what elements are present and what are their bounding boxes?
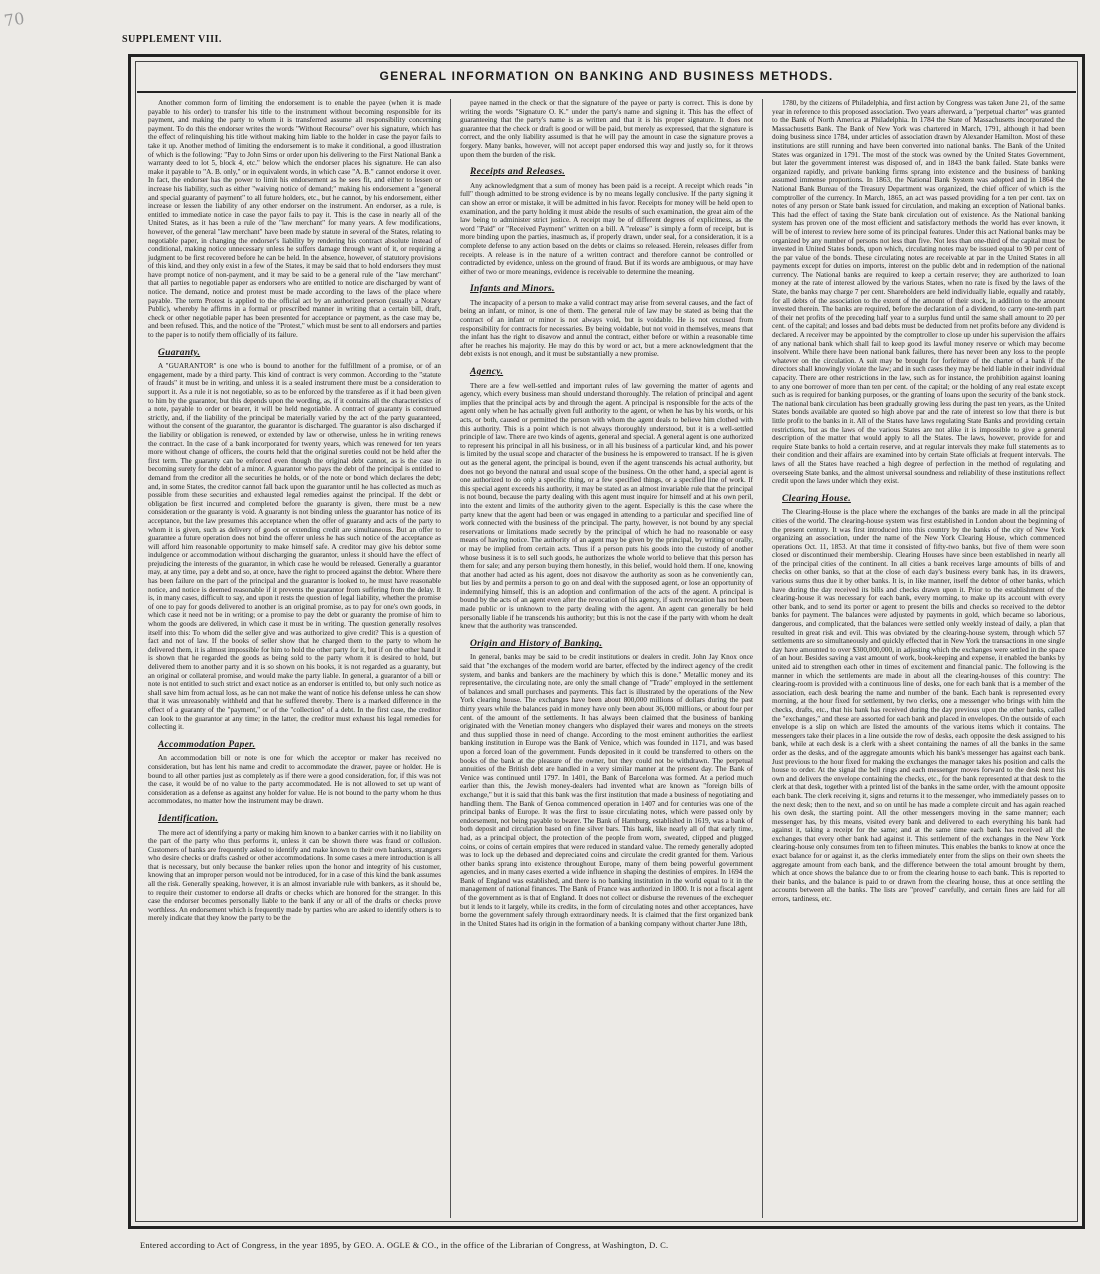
- text-columns: [139, 99, 1074, 1218]
- column-left: [139, 99, 450, 1218]
- section-heading: Identification.: [158, 813, 219, 824]
- section-paragraph: The mere act of identifying a party or making him known to a banker carries with it no liability on the part of the party who thus performs it, unless it can be shown there was fraud or collusion. Customers of banks are frequently asked to identify and make known to their own bankers, strangers who desire checks or drafts cashed or other accommodations. In some cases a mere introduction is all that is necessary, but only because the banker relies upon the honor and integrity of his customer, knowing that an improper person would not be introduced, for in a case of this kind the bank assumes all the risk. Generally speaking, however, it is an almost invariable rule with bankers, as it should be, to require their customer to endorse all drafts or checks which are honored for the stranger. In this case the endorser becomes personally liable to the bank if any or all of the drafts or checks prove worthless. An endorsement which is frequently made by parties who are asked to identify others is to merely indicate that they know the party to be the: [148, 828, 441, 923]
- column-right: [762, 99, 1074, 1218]
- section-heading: Guaranty.: [158, 347, 201, 358]
- supplement-label: SUPPLEMENT VIII.: [122, 34, 222, 45]
- pencil-note: 70: [2, 8, 26, 31]
- section-paragraph: 1780, by the citizens of Philadelphia, and first action by Congress was taken June 21, of the same year in reference to this proposed association. Two years afterward, a "perpetual charter" was granted to the Bank of North America at Philadelphia. In 1784 the State of Massachusetts incorporated the Massachusetts Bank. The Bank of New York was chartered in March, 1791, although it had been doing business since 1784, under articles of association drawn by Alexander Hamilton. Most of these institutions are still running and have been converted into national banks. The Bank of the United States was organized in 1791. The most of the stock was owned by the United States Government, but later the government interest was disposed of, and in 1843 the bank failed. State banks were organized rapidly, and private banking firms sprang into existence and the business of banking assumed immense proportions. In 1863, the National Bank System was adopted and in 1864 the National Bank Bureau of the Treasury Department was organized, the chief officer of which is the comptroller of the currency. In March, 1865, an act was passed providing for a ten per cent. tax on notes of any person or State bank issued for circulation, and making an exception of National banks. This had the effect of taxing the State bank circulation out of existence. As the National banking system has proven one of the most efficient and satisfactory methods the world has ever known, it will be of interest to review here some of its principal features. Under this act National banks may be organized by any number of persons not less than five. Not less than one-third of the capital must be invested in United States bonds, upon which, circulating notes may be issued equal to 90 per cent of the par value of the bonds. These circulating notes are receivable at par in the United States in all payments except for duties on imports, interest on the public debt and in redemption of the national currency. The National banks are required to keep a certain reserve; they are authorized to loan money at the rate of interest allowed by the various States, when no rate is fixed by the laws of the State, the banks may charge 7 per cent. Shareholders are held individually liable, equally and ratably, for all debts of the association to the extent of the amount of their stock, in addition to the amount invested therein. The banks are required, before the declaration of a dividend, to carry one-tenth part of their net profits of the preceding half year to a surplus fund until the same shall amount to 20 per cent. of the capital; and losses and bad debts must be deducted from net profits before any dividend is declared. A receiver may be appointed by the comptroller to close up under his supervision the affairs of any national bank which shall fail to keep good its lawful money reserve or which may become insolvent. While there have been national bank failures, there has never been any loss to the people whatever on the circulation. A suit may be brought for forfeiture of the charter of a bank if the directors shall knowingly violate the law; and in such cases they may be held liable in their individual capacity. There are other restrictions in the law, such as for instance, the prohibition against loaning to any one borrower of more than ten per cent. of the capital; or the holding of any real estate except such as is required for banking purposes, or the granting of loans upon the security of the bank stock. The national bank circulation has been gradually growing less during the past ten years, as the United States bonds available are quoted so high above par and the rate of interest so low that there is but little profit to the banks in it. All of the States have laws regulating State Banks and providing certain restrictions, but as the laws of the various States are not alike it is impossible to give a general description of the matter that would apply to all the States. The laws, however, provide for and require State banks to hold a certain reserve, and at regular intervals they make full statements as to their condition and their affairs are examined into by certain State officials at frequent intervals. The laws of all the States have reached a high degree of perfection in the method of regulating and overseeing State banks, and the almost universal soundness and reliability of these institutions reflect credit upon the laws under which they exist.: [772, 99, 1065, 486]
- section-heading: Receipts and Releases.: [470, 167, 565, 178]
- page-frame: [128, 54, 1085, 1229]
- section-paragraph: A "GUARANTOR" is one who is bound to another for the fulfillment of a promise, or of an engagement, made by a third party. This kind of contract is very common. According to the "statute of frauds" it must be in writing, and unless it is a sealed instrument there must be a consideration to support it. As a rule it is not negotiable, so as to be enforced by the transferee as if it had been given to him by the guarantor, but this depends upon the wording, as, if it contains all the characteristics of a note, payable to order or bearer, it will be held negotiable. A contract of guaranty is construed strictly, and, if the liability of the principal be materially varied by the act of the party guaranteed, without the consent of the guarantor, the guarantor is discharged. The guarantor is also discharged if the liability or obligation is renewed, or extended by law or otherwise, unless he in writing renews the contract. In the case of a bank incorporated for twenty years, which was renewed for ten years more without change of officers, the courts held that the original sureties could not be held after the first term. The guaranty can be enforced even though the original debt cannot, as is the case in becoming surety for the debt of a minor. A guarantor who pays the debt of the principal is entitled to demand from the creditor all the securities he holds, or of the note or bond which declares the debt; and, in some States, the creditor cannot fall back upon the guarantor until he has collected as much as possible from these securities and exhausted legal remedies against the principal. If the debt or obligation be first incurred and completed before the guaranty is given, there must be a new consideration or the guaranty is void. A guaranty is not binding unless the guarantor has notice of its acceptance, but the law presumes this acceptance when the offer of guaranty and acts of the party to whom it is given, such as delivery of goods or extending credit are simultaneous. But an offer to guarantee a future operation does not bind the offerer unless he has such notice of the acceptance as will afford him reasonable opportunity to make himself safe. A creditor may give his debtor some indulgence or accommodation without discharging the guarantor, unless it should have the effect of prejudicing the interests of the guarantor, in which case he would be released. Generally a guarantor may, at any time, pay a debt and so, at once, have the right to proceed against the debtor. Where there has been failure on the part of the principal and the guarantor is looked to, he must have reasonable notice, and notice is deemed reasonable if it prevents the guarantor from suffering from the delay. It is, in many cases, difficult to say, and upon it rests the question of legal liability, whether the promise of one to pay for goods delivered to another is an original promise, as to pay for one's own goods, in which case it need not be in writing; or a promise to pay the debt or guaranty the promise of him to whom the goods are delivered, in which case it must be in writing. The question generally resolves itself into this: To whom did the seller give and was authorized to give credit? This is a question of fact and not of law. If the books of seller show that he charged them to the party to whom he delivered them, it is almost impossible for him to hold the other party for it, but if on the other hand it is shown that he regarded the goods as being sold to the party whom it is desired to hold, but delivered them to another party and it is so shown on his books, it is not regarded as a guaranty, but an original or collateral promise, and would make the party liable. In general, a guarantor of a bill or note is not entitled to such strict and exact notice as an endorser is entitled to, but only such notice as shall save him from actual loss, as he can not make the want of notice his defense unless he can show that it was unreasonably withheld and that he suffered thereby. There is a marked difference in the effect of a guaranty of the "payment," or of the "collection" of a debt. In the first case, the creditor can look to the guarantor at any time; in the latter, the creditor must exhaust his legal remedies for collecting it.: [148, 362, 441, 732]
- section-paragraph: An accommodation bill or note is one for which the acceptor or maker has received no consideration, but has lent his name and credit to accommodate the drawer, payee or holder. He is bound to all other parties just as completely as if there were a good consideration, for, if this was not the case, it would be of no value to the party accommodated. He is not allowed to set up want of consideration as a defense as against any holder for value. He is not bound to the party whom he thus accommodates, no matter how the instrument may be drawn.: [148, 754, 441, 806]
- section-paragraph: Another common form of limiting the endorsement is to enable the payee (when it is made payable to his order) to transfer his title to the instrument without becoming responsible for its payment, and making the party to whom it is transferred assume all responsibility concerning payment. To do this the endorser writes the words "Without Recourse" over his signature, which has the effect of relinquishing his title without making him liable to the holder in case the payor fails to take it up. Another method of limiting the endorsement is to make it conditional, a good illustration of which is the following: "Pay to John Sims or order upon his delivering to the First National Bank a warranty deed to lot 5, block 4, etc." below which the endorser places his signature. He can also make it payable to "A. B. only," or in equivalent words, in which case "A. B." cannot endorse it over. In fact, the endorser has the power to limit his endorsement as he sees fit, and either to lessen or increase his liability, such as either "waiving notice of demand;" making his endorsement a "general and special guaranty of payment" to all future holders, etc., but he cannot, by his endorsement, either increase or lessen the liability of any other endorser on the instrument. An endorser, as a rule, is entitled to immediate notice in case the payor fails to pay it. This is the case in nearly all of the United States, as it has been a rule of the "law merchant" for many years. A few modifications, however, of the general "law merchant" have been made by statute in several of the States, relating to negotiable paper, in changing the endorser's liability by rendering his contract absolute instead of conditional, making notice unnecessary unless he suffers damage through want of it, or requiring a judgment to be first recovered before he can be held. In the absence, however, of statutory provisions of this kind, and they only exist in a few of the States, it may be said that to hold endorsers they must have prompt notice of non-payment, and it may be said to be a general rule of the "law merchant" that all parties to negotiable paper as endorsers who are entitled to notice are discharged by want of notice. The demand, notice and protest must be made according to the laws of the place where payable. The term Protest is applied to the official act by an authorized person (usually a Notary Public), whereby he affirms in a formal or prescribed manner in writing that a certain bill, draft, check or other negotiable paper has been presented for acceptance or payment, as the case may be, and been refused. This, and the notice of the "Protest," which must be sent to all endorsers and parties to the paper is to notify them officially of its failure.: [148, 99, 441, 340]
- section-heading: Agency.: [470, 367, 504, 378]
- section-heading: Accommodation Paper.: [158, 739, 256, 750]
- column-middle: [450, 99, 762, 1218]
- section-paragraph: There are a few well-settled and important rules of law governing the matter of agents and agency, which every business man should understand thoroughly. The relation of principal and agent implies that the principal acts by and through the agent. A principal is responsible for the acts of the agent only when he has actually given full authority to the agent, or when he has by his words, or his acts, or both, caused or permitted the person with whom the agent deals to believe him clothed with this authority. This is a point which is not always thoroughly understood, but it is a well-settled principle of law. There are two kinds of agents, general and special. A general agent is one authorized to represent his principal in all his business, or in all his business of a particular kind, and his power is limited by the usual scope and character of the business he is empowered to transact. If he is given out as the general agent, the principal is bound, even if the agent transcends his actual authority, but does not go beyond the natural and usual scope of the business. On the other hand, a special agent is one authorized to do only a specific thing, or a few specified things, or a specified line of work. If this special agent exceeds his authority, it may be stated as an almost invariable rule that the principal is not bound, because the party dealing with this agent must inquire for himself and at his own peril, into the extent and limits of the authority given to the agent. Especially is this the case where the party knew that the agent had been or was engaged in attending to a particular and specified line of work connected with the business of the principal. The party, however, is not bound by any special reservations or limitations made secretly by the principal of which he had no reasonable or easy means of having notice. The authority of an agent may be given by the principal, by writing or orally, or may be implied from certain acts. Thus if a person puts his goods into the custody of another whose business it is to sell such goods, he authorizes the whole world to believe that this person has them for sale; and any person buying them honestly, in this belief, would hold them. If one, knowing that another had acted as his agent, does not disavow the authority as soon as he conveniently can, but lies by and permits a person to go on and deal with the supposed agent, or lose an opportunity of indemnifying himself, this is an adoption and confirmation of the acts of the agent. A principal is bound by the acts of an agent even after the revocation of his agency, if such revocation has not been made public or is unknown to the party dealing with the agent. An agent can generally be held personally liable if he transcends his authority; but this is not the case if the party with whom he dealt knew that the authority was transcended.: [460, 381, 753, 631]
- section-paragraph: The incapacity of a person to make a valid contract may arise from several causes, and the fact of being an infant, or minor, is one of them. The general rule of law may be stated as being that the contract of an infant or minor is not always void, but is voidable. He is not excused from responsibility for contracts for necessaries. By being voidable, but not void in themselves, means that the infant has the right to disavow and annul the contract, either before or within a reasonable time after he reaches his majority. He may do this by word or act, but a mere acknowledgment that the debt exists is not enough, and it must be substantially a new promise.: [460, 298, 753, 359]
- copyright-footer: Entered according to Act of Congress, in the year 1895, by GEO. A. OGLE & CO., in the office of the Librarian of Congress, at Washington, D. C.: [140, 1240, 669, 1250]
- section-heading: Clearing House.: [782, 493, 851, 504]
- section-heading: Infants and Minors.: [470, 284, 555, 295]
- section-paragraph: Any acknowledgment that a sum of money has been paid is a receipt. A receipt which reads "in full" though admitted to be strong evidence is by no means legally conclusive. If the party signing it can show an error or mistake, it will be admitted in his favor. Receipts for money will be held open to examination, and the party holding it must abide the results of such examination, the great aim of the law being to administer strict justice. A receipt may be of different degrees of explicitness, as the word "Paid" or "Received Payment" written on a bill. A "release" is simply a form of receipt, but is more binding upon the parties, inasmuch as, if properly drawn, under seal, for a consideration, it is a complete defense to any action based on the debts or claims so released. Herein, releases differ from receipts. A release is in the nature of a written contract and therefore cannot be controlled or contradicted by evidence, unless on the ground of fraud. But if its words are ambiguous, or may have either of two or more meanings, evidence is receivable to determine the meaning.: [460, 181, 753, 276]
- page-title: GENERAL INFORMATION ON BANKING AND BUSINESS METHODS.: [379, 69, 834, 83]
- section-heading: Origin and History of Banking.: [470, 638, 603, 649]
- title-band: [137, 61, 1076, 93]
- section-paragraph: The Clearing-House is the place where the exchanges of the banks are made in all the principal cities of the world. The clearing-house system was first established in London about the beginning of the present century. It was first introduced into this country by the banks of the city of New York organizing an association, under the name of the New York Clearing House, which commenced operations Oct. 11, 1853. At that time it consisted of fifty-two banks, but five of them were soon closed or discontinued their membership. Clearing Houses have since been established in nearly all of the principal cities of the continent. In all cities a bank receives large amounts of bills of and checks on other banks, so that at the close of each day's business every bank has, in its drawers, various sums thus due it by other banks. It is, in like manner, itself the debtor of other banks, which have during the day received its bills and checks drawn upon it. Prior to the establishment of the clearing-house it was necessary for each bank, every morning, to make up its account with every other bank, and to send its porter or agent to present the bills and checks so received to the debtor banks for payment. The balances were adjusted by payments in gold, which became so laborious, dangerous, and complicated, that the balances were settled only weekly instead of daily, a plan that resulted in great risk and evil. This was obviated by the clearing-house system, through which 57 settlements are so simultaneously and quickly effected that in New York the transactions in one single day have amounted to over $300,000,000, in adjusting which the exchanges were settled in the space of an hour. Besides saving a vast amount of work, book-keeping and expense, it enabled the banks by united aid to strengthen each other in times of excitement and financial panic. The following is the manner in which the settlements are made in about all the clearing-houses of this country: The clearing-room is provided with a continuous line of desks, one for each bank that is a member of the association, each desk bearing the name and number of the bank. Each bank is represented every morning, at the hour fixed for settlement, by two clerks, one a messenger who brings with him the checks, drafts, etc., that his bank has received during the day previous upon the other banks, called the "exchanges," and these are assorted for each bank and placed in envelopes. On the outside of each envelope is a slip on which are listed the amounts of the various items which it contains. The messengers take their places in a line outside the row of desks, each opposite the desk assigned to his bank, while at each desk is a clerk with a sheet containing the names of all the banks in the same order as the desks, and of the aggregate amounts which his bank's messenger has against each bank. Just previous to the hour fixed for making the exchanges the manager takes his position and calls the house to order. At the signal the bell rings and each messenger moves forward to the desk next his own and delivers the envelope containing the checks, etc., for the bank represented at that desk to the clerk at that desk, together with a printed list of the banks in the same order, with the amount opposite each bank. The clerk receiving it, signs and returns it to the messenger, who immediately passes on to the next desk; then to the next, and so on until he has made a complete circuit and has again reached his own desk, the starting point. All the other messengers moving in the same manner; each messenger has, by this means, visited every bank and delivered to each everything his bank had against it, taking a receipt for the same; and at the same time each bank has received all the exchanges that every other bank had against it. This settlement of the exchanges in the New York clearing-house only consumes from ten to fifteen minutes. This enables the banks to know at once the exact balance for or against it, as the clerks immediately enter from the slips on their own sheets the aggregate amount from each bank, and the difference between the total amount brought by them, which at once shows the balance due to or from the clearing house to each bank. This is reported to their banks, and the balance is paid to or drawn from the clearing house, thus at once settling the accounts between all the banks. The lists are "proved" carefully, and certain fines are laid for all errors, tardiness, etc.: [772, 508, 1065, 904]
- section-paragraph: payee named in the check or that the signature of the payee or party is correct. This is done by writing the words "Signature O. K." under the party's name and signing it. This has the effect of guaranteeing that the party's name is as written and that it is his proper signature. It does not guarantee that the check or draft is good or will be paid, but merely as expressed, that the signature is correct, and the only liability assumed is that he will pay the amount in case the signature proves a forgery. Many banks, however, will not accept paper endorsed this way and justly so, for it throws upon them the burden of the risk.: [460, 99, 753, 159]
- section-paragraph: In general, banks may be said to be credit institutions or dealers in credit. John Jay Knox once said that "the exchanges of the modern world are barter, effected by the indirect agency of the credit system, and banks and bankers are the machinery by which this is done." Metallic money and its representative, the circulating note, are only the small change of "Trade" employed in the settlement of balances and small purchases and payments. This fact is illustrated by the operations of the New York clearing house. The exchanges have been about 800,000 millions of dollars during the past thirty years while the balances paid in money have only been about 36,000 millions, or about four per cent. of the amount of the settlements. It has always been claimed that the business of banking originated with the Venetian money changers who displayed their wares and moneys on the streets and thus supplied those in need of change. According to the most eminent authorities the earliest banking institution in Europe was the Bank of Venice, which was founded in 1171, and was based upon a forced loan of the government. Funds deposited in it could be transferred to others on the books of the bank at the pleasure of the owner, but they could not be withdrawn. The perpetual annuities of the British debt are handled in a very similar manner at the present day. The Bank of Venice was continued until 1797. In 1401, the Bank of Barcelona was formed. At a period much earlier than this, the Jewish money-dealers had invented what are known as "foreign bills of exchange," but it is said that this bank was the first institution that made a business of negotiating and handling them. The Bank of Genoa commenced operation in 1407 and for centuries was one of the principal banks of Europe. It was the first to issue circulating notes, which were passed only by endorsement, not being payable to bearer. The Bank of Hamburg, established in 1619, was a bank of both deposit and circulation based on fine silver bars. This bank, like nearly all of that early time, had, as a principal object, the protection of the people from worn, sweated, clipped and plugged coins, or coins of certain empires that were reduced in standard value. The remedy generally adopted was to lock up the debased and depreciated coins and circulate the credit granted for them. Various other banks sprang into existence throughout Europe, many of them being powerful government agencies, and in many cases exerted a wide influence in shaping the destinies of empires. In 1694 the Bank of England was established, and there is no banking institution in the world equal to it in the management of national finances. The Bank of France was authorized in 1800. It is not a fiscal agent of the government as is that of England. It does not collect or disburse the revenues of the exchequer but it lends to it largely, while its credits, in the form of circulating notes and other acceptances, have borne the government safely through extraordinary needs. It is claimed that the first organized bank in the United States had its origin in the formation of a banking company without charter June 18th,: [460, 653, 753, 928]
